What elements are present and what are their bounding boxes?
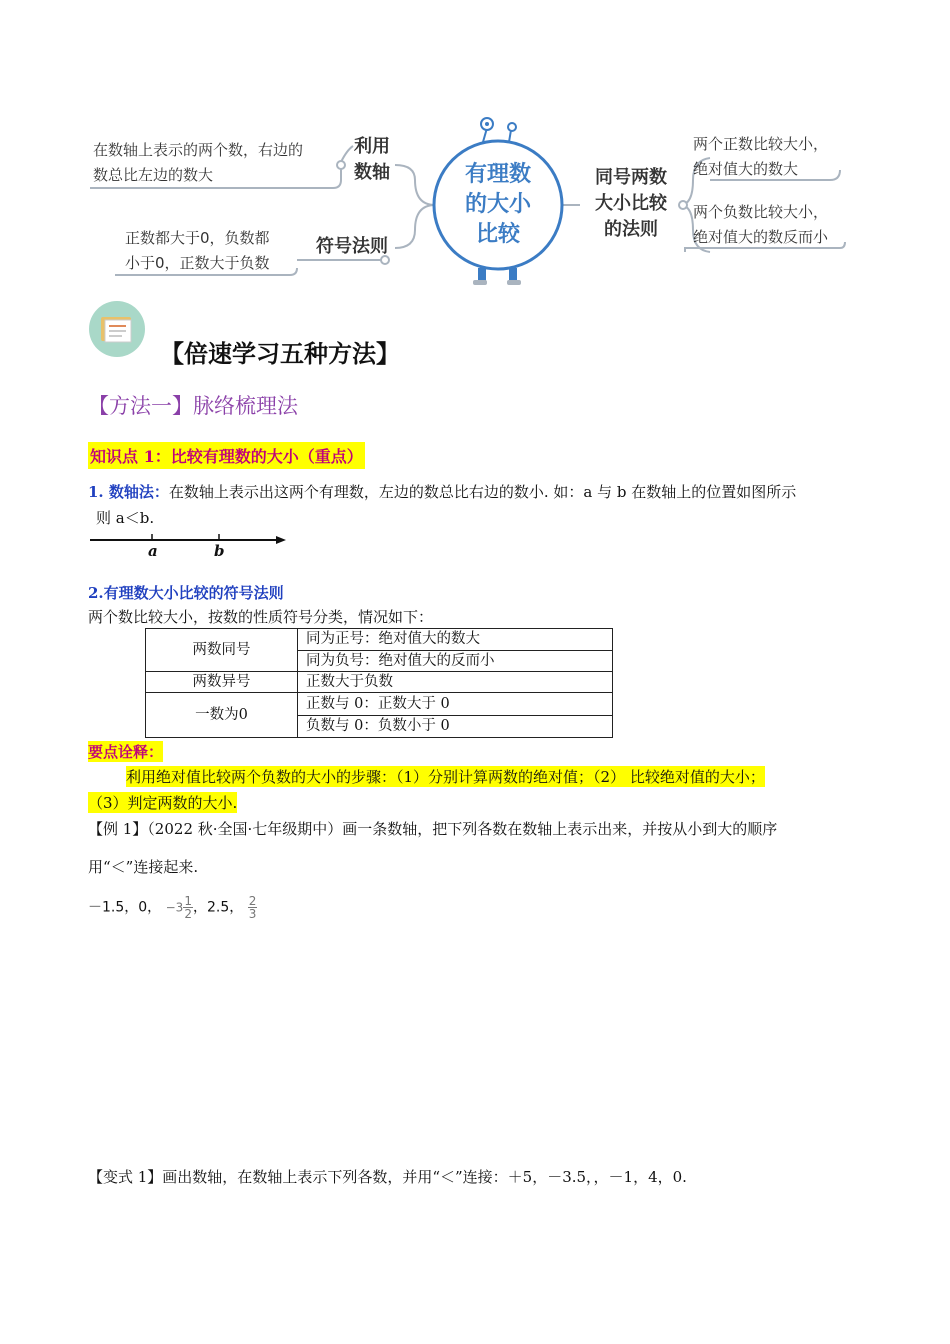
branch-same-sign-label: 同号两数 大小比较 的法则 — [595, 167, 667, 240]
frac2: $\frac{2}{3}$ — [248, 894, 257, 921]
table-row — [146, 693, 613, 716]
example1-line2: 用“＜”连接起来. — [88, 858, 199, 876]
item1-line2: 则 a＜b. — [96, 509, 155, 527]
table-cell: 正数大于负数 — [298, 672, 613, 693]
example1-nums-b: ，2.5， — [192, 899, 244, 916]
example1-line1: 【例 1】（2022 秋·全国·七年级期中）画一条数轴，把下列各数在数轴上表示出来，并按从小到大的顺序 — [88, 820, 778, 838]
item1-line — [88, 481, 796, 502]
number-line — [88, 530, 293, 562]
point-a-label: a — [148, 542, 158, 560]
table-row — [146, 629, 613, 651]
mindmap-center-title: 有理数 的大小 比较 — [464, 162, 531, 247]
table-cell: 两数异号 — [146, 672, 298, 693]
table-cell: 同为负号：绝对值大的反而小 — [298, 650, 613, 672]
table-cell: 一数为0 — [146, 693, 298, 738]
branch-sign-rule-text: 正数都大于0，负数都 小于0，正数大于负数 — [125, 229, 270, 272]
point-b-label: b — [214, 542, 225, 560]
knowledge-point-heading: 知识点 1：比较有理数的大小（重点） — [88, 442, 365, 469]
table-cell: 正数与 0：正数大于 0 — [298, 693, 613, 716]
table-cell: 负数与 0：负数小于 0 — [298, 715, 613, 738]
item2-intro: 两个数比较大小，按数的性质符号分类，情况如下： — [88, 608, 434, 626]
mind-map — [85, 110, 855, 290]
branch-number-line-text: 在数轴上表示的两个数，右边的 数总比左边的数大 — [93, 141, 304, 184]
table-cell: 同为正号：绝对值大的数大 — [298, 629, 613, 651]
branch-same-sign-positive: 两个正数比较大小， 绝对值大的数大 — [693, 135, 829, 178]
notes-icon — [88, 300, 146, 358]
item1-label: 1. 数轴法： — [88, 483, 169, 501]
variant1-text: 【变式 1】画出数轴，在数轴上表示下列各数，并用“＜”连接：＋5，－3.5，，－1，4，0. — [88, 1168, 687, 1186]
key-points-line2: （3）判定两数的大小. — [88, 794, 238, 812]
item1-text: 在数轴上表示出这两个有理数，左边的数总比右边的数小. 如：a 与 b 在数轴上的位置如图所示 — [168, 483, 797, 501]
example1-nums-a: －1.5，0， — [88, 899, 162, 916]
example1-numbers — [88, 895, 257, 920]
key-points-line1: 利用绝对值比较两个负数的大小的步骤：（1）分别计算两数的绝对值；（2） 比较绝对值的大小； — [126, 768, 765, 786]
item2-title: 2.有理数大小比较的符号法则 — [88, 584, 284, 602]
branch-same-sign-negative: 两个负数比较大小， 绝对值大的数反而小 — [693, 203, 829, 246]
frac1-whole: −3 — [165, 900, 184, 915]
key-points-label: 要点诠释： — [88, 743, 164, 761]
method-title: 【方法一】脉络梳理法 — [88, 394, 298, 418]
section-title: 【倍速学习五种方法】 — [160, 339, 400, 368]
branch-number-line-label: 利用 数轴 — [354, 136, 390, 183]
table-cell: 两数同号 — [146, 629, 298, 672]
frac1: $\frac{1}{2}$ — [184, 894, 192, 921]
table-row — [146, 672, 613, 693]
sign-rule-table — [145, 628, 613, 738]
branch-sign-rule-label: 符号法则 — [316, 236, 388, 257]
